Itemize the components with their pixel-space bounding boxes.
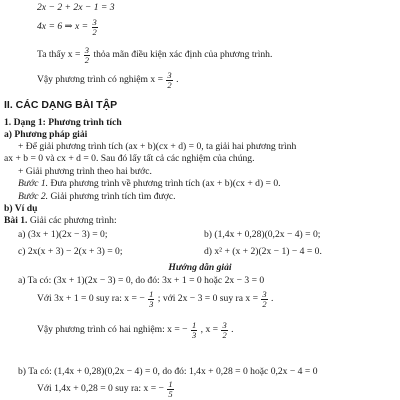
text-line	[37, 71, 178, 89]
text: Vậy phương trình có nghiệm x =	[37, 74, 163, 86]
fraction	[167, 380, 173, 398]
problem-b: b) (1,4x + 0,28)(0,2x − 4) = 0;	[204, 229, 321, 240]
fraction	[84, 46, 90, 64]
solution-header: Hướng dẫn giải	[168, 262, 232, 273]
fraction-numerator: 3	[222, 320, 227, 330]
text-line: + Giải phương trình theo hai bước.	[18, 166, 152, 177]
text-line	[18, 178, 281, 190]
step-label: Bước 1.	[18, 178, 49, 189]
text: thỏa mãn điều kiện xác định của phương trình.	[93, 49, 273, 61]
text-line	[4, 215, 117, 227]
fraction-denominator: 5	[168, 388, 173, 399]
text: .	[271, 293, 274, 305]
solution-line	[37, 321, 234, 339]
subsection-heading: b) Ví dụ	[4, 203, 38, 214]
solution-line	[37, 290, 273, 308]
fraction-numerator: 1	[168, 379, 173, 389]
text: Ta thấy x =	[37, 49, 81, 61]
fraction-numerator: 3	[84, 45, 90, 55]
exercise-label: Bài 1.	[4, 215, 28, 226]
fraction-denominator: 2	[167, 79, 172, 90]
equation-text: 4x = 6 ⇒ x =	[37, 21, 89, 33]
fraction-denominator: 2	[84, 54, 90, 65]
fraction-denominator: 2	[262, 298, 267, 309]
fraction-numerator: 1	[192, 320, 197, 330]
text-line	[37, 46, 272, 64]
step-text: Giải phương trình tích tìm được.	[50, 191, 176, 202]
equation-line	[37, 18, 99, 36]
text: Với 3x + 1 = 0 suy ra: x = −	[37, 293, 145, 305]
step-label: Bước 2.	[18, 191, 49, 202]
fraction-denominator: 3	[149, 298, 154, 309]
fraction	[148, 290, 154, 308]
solution-line: b) Ta có: (1,4x + 0,28)(0,2x − 4) = 0, do đó: 1,4x + 0,28 = 0 hoặc 0,2x − 4 = 0	[18, 366, 318, 377]
fraction	[191, 321, 197, 339]
fraction-numerator: 3	[92, 17, 97, 27]
fraction-denominator: 3	[192, 329, 197, 340]
fraction	[92, 18, 98, 36]
text: Vậy phương trình có hai nghiệm: x = −	[37, 324, 188, 336]
fraction-numerator: 3	[167, 70, 172, 80]
solution-line	[37, 380, 175, 398]
fraction	[221, 321, 227, 339]
text: .	[231, 324, 234, 336]
fraction-numerator: 1	[149, 289, 154, 299]
text: .	[176, 74, 179, 86]
text: , x =	[200, 324, 219, 336]
text: ; với 2x − 3 = 0 suy ra x =	[157, 293, 258, 305]
problem-a: a) (3x + 1)(2x − 3) = 0;	[18, 229, 108, 240]
fraction-numerator: 3	[262, 289, 267, 299]
section-heading: II. CÁC DẠNG BÀI TẬP	[4, 99, 118, 111]
problem-d: d) x² + (x + 2)(2x − 1) − 4 = 0.	[204, 246, 322, 257]
exercise-text: Giải các phương trình:	[29, 215, 117, 226]
text-line: ax + b = 0 và cx + d = 0. Sau đó lấy tất cả các nghiệm của chúng.	[4, 153, 255, 164]
subsection-heading: a) Phương pháp giải	[4, 129, 88, 140]
fraction-denominator: 2	[92, 26, 97, 37]
text-line: + Để giải phương trình tích (ax + b)(cx + d) = 0, ta giải hai phương trình	[18, 141, 297, 152]
equation-line: 2x − 2 + 2x − 1 = 3	[37, 2, 115, 13]
step-text: Đưa phương trình về phương trình tích (ax + b)(cx + d) = 0.	[50, 178, 281, 189]
subsection-heading: 1. Dạng 1: Phương trình tích	[4, 117, 122, 128]
fraction-denominator: 2	[222, 329, 227, 340]
text-line	[18, 191, 175, 203]
solution-line: a) Ta có: (3x + 1)(2x − 3) = 0, do đó: 3x + 1 = 0 hoặc 2x − 3 = 0	[18, 275, 265, 286]
problem-c: c) 2x(x + 3) − 2(x + 3) = 0;	[18, 246, 123, 257]
fraction	[166, 71, 172, 89]
fraction	[261, 290, 267, 308]
text: Với 1,4x + 0,28 = 0 suy ra: x = −	[37, 383, 164, 395]
